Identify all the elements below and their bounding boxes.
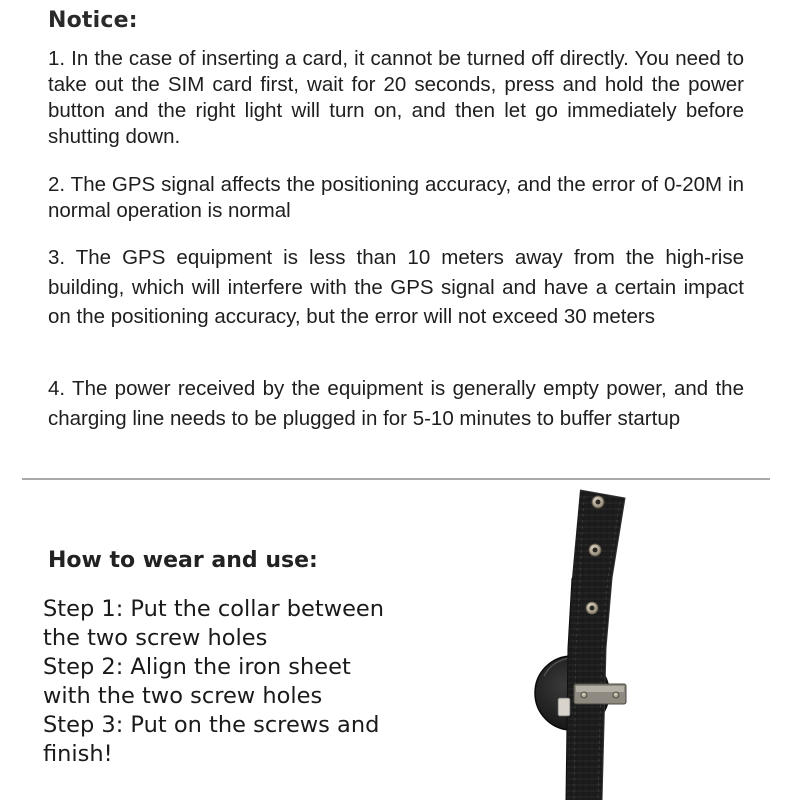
notice-item-4: 4. The power received by the equipment is generally empty power, and the charging line needs to be plugged in for 5-10 minutes to buffer startup	[48, 377, 744, 430]
notice-item-3: 3. The GPS equipment is less than 10 meters away from the high-rise building, which will interfere with the GPS signal and have a certain impact on the positioning accuracy, but the error will not exceed 30 meters	[48, 246, 744, 328]
notice-title: Notice:	[48, 8, 138, 33]
notice-item-2: 2. The GPS signal affects the positioning accuracy, and the error of 0-20M in normal operation is normal	[48, 173, 744, 222]
section-divider	[22, 478, 770, 480]
howto-title: How to wear and use:	[48, 548, 318, 573]
notice-item-1: 1. In the case of inserting a card, it cannot be turned off directly. You need to take out the SIM card first, wait for 20 seconds, press and hold the power button and the right light will turn on, and then let go immediately before shutting down.	[48, 47, 744, 148]
step-3: Step 3: Put on the screws and finish!	[43, 712, 380, 767]
steps-list	[43, 595, 403, 769]
step-1: Step 1: Put the collar between the two screw holes	[43, 596, 385, 651]
collar-with-gps-tracker-icon	[520, 488, 650, 800]
step-2: Step 2: Align the iron sheet with the two screw holes	[43, 654, 351, 709]
